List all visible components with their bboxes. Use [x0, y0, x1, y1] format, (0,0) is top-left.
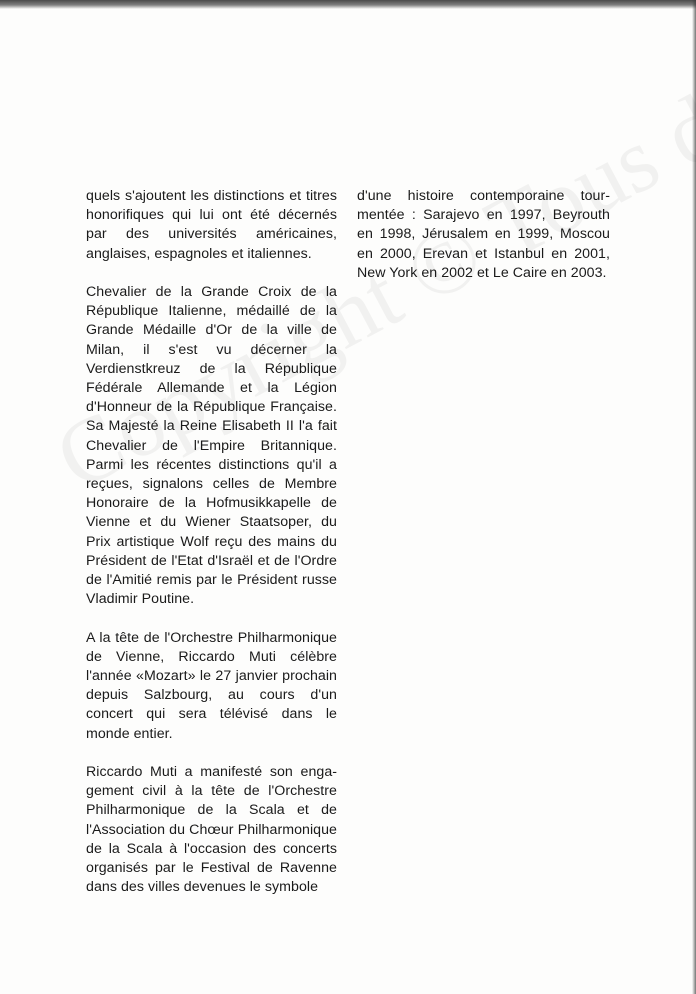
paragraph-honours: Chevalier de la Grande Croix de la République Italienne, médaillé de la Grande Médaille d'Or de la ville de Milan, il s'est vu décerner la Verdienstkreuz de la République Fédérale Allemande et la Légion d'Honneur de la République Française. Sa Majesté la Reine Elisabeth II l'a fait Chevalier de l'Empire Britannique. Parmi les récentes distinctions qu'il a reçues, signalons celles de Membre Honoraire de la Hofmusikkapelle de Vienne et du Wiener Staatsoper, du Prix artistique Wolf reçu des mains du Président de l'Etat d'Israël et de l'Ordre de l'Amitié remis par le Président russe Vladimir Poutine.: [86, 284, 337, 608]
paragraph-mozart: A la tête de l'Orchestre Philharmonique de Vienne, Riccardo Muti célèbre l'année «Mozart» le 27 janvier prochain depuis Salzbourg, au cours d'un concert qui sera télévisé dans le monde entier.: [86, 629, 337, 742]
paragraph-cities: d'une histoire contemporaine tourmentée : Sarajevo en 1997, Beyrouth en 1998, Jérusalem en 1999, Moscou en 2000, Erevan et Istanbul en 2001, New York en 2002 et Le Caire en 2003.: [357, 188, 610, 281]
right-text-column: [357, 187, 610, 302]
scan-edge-top: [0, 0, 696, 9]
paragraph-distinctions: quels s'ajoutent les distinctions et titres honorifiques qui lui ont été décernés par des universités américaines, anglaises, espagnoles et italiennes.: [86, 188, 337, 262]
scan-edge-right: [692, 0, 696, 994]
left-text-column: [86, 187, 337, 917]
paragraph-civil-engagement: Riccardo Muti a manifesté son engagement civil à la tête de l'Orchestre Philharmonique de la Scala et de l'Association du Chœur Philharmonique de la Scala à l'occasion des concerts organisés par le Festival de Ravenne dans des villes devenues le symbole: [86, 764, 337, 896]
